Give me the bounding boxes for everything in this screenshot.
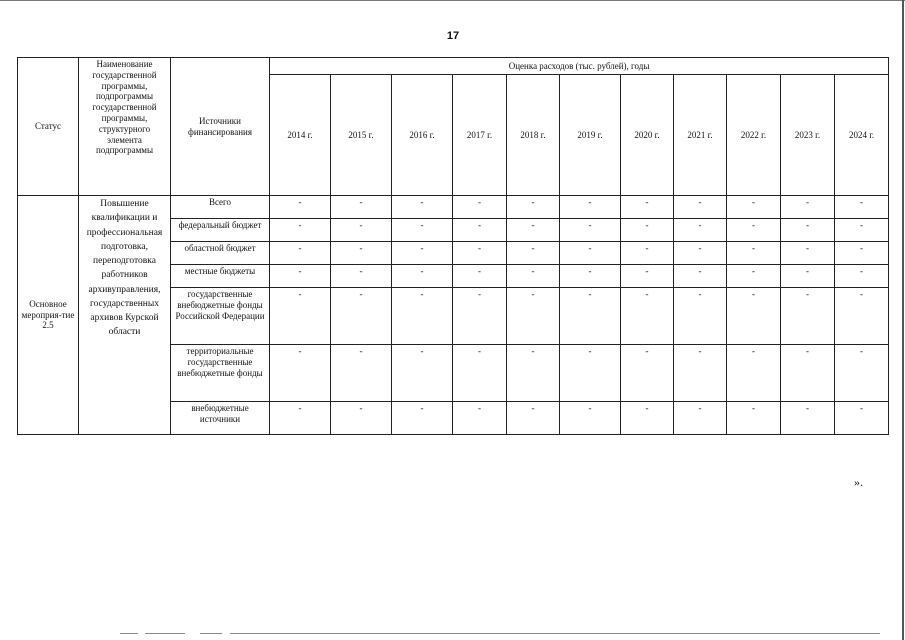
header-year: 2022 г. xyxy=(727,75,781,196)
footer-rule xyxy=(145,633,185,634)
amount-cell: - xyxy=(560,288,621,345)
amount-cell: - xyxy=(621,219,674,242)
amount-cell: - xyxy=(560,402,621,435)
amount-cell: - xyxy=(560,345,621,402)
amount-cell: - xyxy=(392,196,453,219)
table-row xyxy=(18,196,889,219)
amount-cell: - xyxy=(331,288,392,345)
amount-cell: - xyxy=(621,345,674,402)
amount-cell: - xyxy=(392,265,453,288)
amount-cell: - xyxy=(331,265,392,288)
header-year: 2021 г. xyxy=(674,75,727,196)
amount-cell: - xyxy=(674,242,727,265)
amount-cell: - xyxy=(560,265,621,288)
amount-cell: - xyxy=(560,219,621,242)
footer-rule xyxy=(120,633,138,634)
amount-cell: - xyxy=(727,402,781,435)
amount-cell: - xyxy=(727,196,781,219)
page-right-border xyxy=(902,0,904,640)
program-name-cell: Повышение квалификации и профессиональная подготовка, переподготовка работников архивуправления, государственных архивов Курской области xyxy=(79,196,171,435)
budget-table xyxy=(17,57,889,435)
amount-cell: - xyxy=(331,402,392,435)
amount-cell: - xyxy=(835,265,889,288)
amount-cell: - xyxy=(674,196,727,219)
amount-cell: - xyxy=(560,242,621,265)
amount-cell: - xyxy=(507,402,560,435)
header-year: 2024 г. xyxy=(835,75,889,196)
funding-source-cell: государственные внебюджетные фонды Российской Федерации xyxy=(171,288,270,345)
amount-cell: - xyxy=(835,219,889,242)
amount-cell: - xyxy=(507,242,560,265)
header-status: Статус xyxy=(18,58,79,196)
amount-cell: - xyxy=(270,196,331,219)
amount-cell: - xyxy=(270,345,331,402)
funding-source-cell: Всего xyxy=(171,196,270,219)
amount-cell: - xyxy=(621,242,674,265)
header-year: 2016 г. xyxy=(392,75,453,196)
amount-cell: - xyxy=(727,242,781,265)
amount-cell: - xyxy=(453,345,507,402)
header-expense-estimate: Оценка расходов (тыс. рублей), годы xyxy=(270,58,889,75)
funding-source-cell: территориальные государственные внебюджетные фонды xyxy=(171,345,270,402)
amount-cell: - xyxy=(331,219,392,242)
amount-cell: - xyxy=(835,345,889,402)
amount-cell: - xyxy=(270,265,331,288)
amount-cell: - xyxy=(392,402,453,435)
footer-rule xyxy=(200,633,222,634)
amount-cell: - xyxy=(331,345,392,402)
amount-cell: - xyxy=(727,288,781,345)
amount-cell: - xyxy=(781,219,835,242)
amount-cell: - xyxy=(392,345,453,402)
amount-cell: - xyxy=(507,196,560,219)
funding-source-cell: областной бюджет xyxy=(171,242,270,265)
amount-cell: - xyxy=(727,265,781,288)
footer-rule xyxy=(230,633,880,634)
header-year: 2014 г. xyxy=(270,75,331,196)
amount-cell: - xyxy=(674,219,727,242)
header-year: 2018 г. xyxy=(507,75,560,196)
amount-cell: - xyxy=(507,219,560,242)
amount-cell: - xyxy=(507,265,560,288)
amount-cell: - xyxy=(331,242,392,265)
header-year: 2019 г. xyxy=(560,75,621,196)
amount-cell: - xyxy=(727,345,781,402)
amount-cell: - xyxy=(453,288,507,345)
amount-cell: - xyxy=(270,402,331,435)
amount-cell: - xyxy=(781,345,835,402)
amount-cell: - xyxy=(453,265,507,288)
amount-cell: - xyxy=(453,219,507,242)
closing-quote-mark: ». xyxy=(854,475,863,489)
amount-cell: - xyxy=(621,288,674,345)
header-year: 2023 г. xyxy=(781,75,835,196)
amount-cell: - xyxy=(781,265,835,288)
amount-cell: - xyxy=(781,196,835,219)
amount-cell: - xyxy=(727,219,781,242)
header-row-group xyxy=(18,58,889,75)
amount-cell: - xyxy=(674,345,727,402)
header-year: 2020 г. xyxy=(621,75,674,196)
amount-cell: - xyxy=(270,288,331,345)
amount-cell: - xyxy=(674,402,727,435)
amount-cell: - xyxy=(621,265,674,288)
funding-source-cell: внебюджетные источники xyxy=(171,402,270,435)
funding-source-cell: местные бюджеты xyxy=(171,265,270,288)
amount-cell: - xyxy=(331,196,392,219)
amount-cell: - xyxy=(270,219,331,242)
header-program-name: Наименование государственной программы, подпрограммы государственной программы, структурного элемента подпрограммы xyxy=(79,58,171,196)
page-number: 17 xyxy=(446,30,460,42)
amount-cell: - xyxy=(392,219,453,242)
amount-cell: - xyxy=(453,196,507,219)
amount-cell: - xyxy=(835,196,889,219)
amount-cell: - xyxy=(392,288,453,345)
amount-cell: - xyxy=(835,288,889,345)
amount-cell: - xyxy=(781,288,835,345)
page-top-border xyxy=(0,0,905,1)
header-year: 2015 г. xyxy=(331,75,392,196)
amount-cell: - xyxy=(835,242,889,265)
amount-cell: - xyxy=(781,242,835,265)
amount-cell: - xyxy=(781,402,835,435)
amount-cell: - xyxy=(270,242,331,265)
table-body xyxy=(18,196,889,435)
header-year: 2017 г. xyxy=(453,75,507,196)
amount-cell: - xyxy=(453,242,507,265)
amount-cell: - xyxy=(674,265,727,288)
amount-cell: - xyxy=(835,402,889,435)
amount-cell: - xyxy=(560,196,621,219)
header-funding-source: Источники финансирования xyxy=(171,58,270,196)
amount-cell: - xyxy=(674,288,727,345)
amount-cell: - xyxy=(507,288,560,345)
funding-source-cell: федеральный бюджет xyxy=(171,219,270,242)
amount-cell: - xyxy=(392,242,453,265)
amount-cell: - xyxy=(621,196,674,219)
amount-cell: - xyxy=(453,402,507,435)
amount-cell: - xyxy=(507,345,560,402)
amount-cell: - xyxy=(621,402,674,435)
status-cell: Основное мероприя-тие 2.5 xyxy=(18,196,79,435)
